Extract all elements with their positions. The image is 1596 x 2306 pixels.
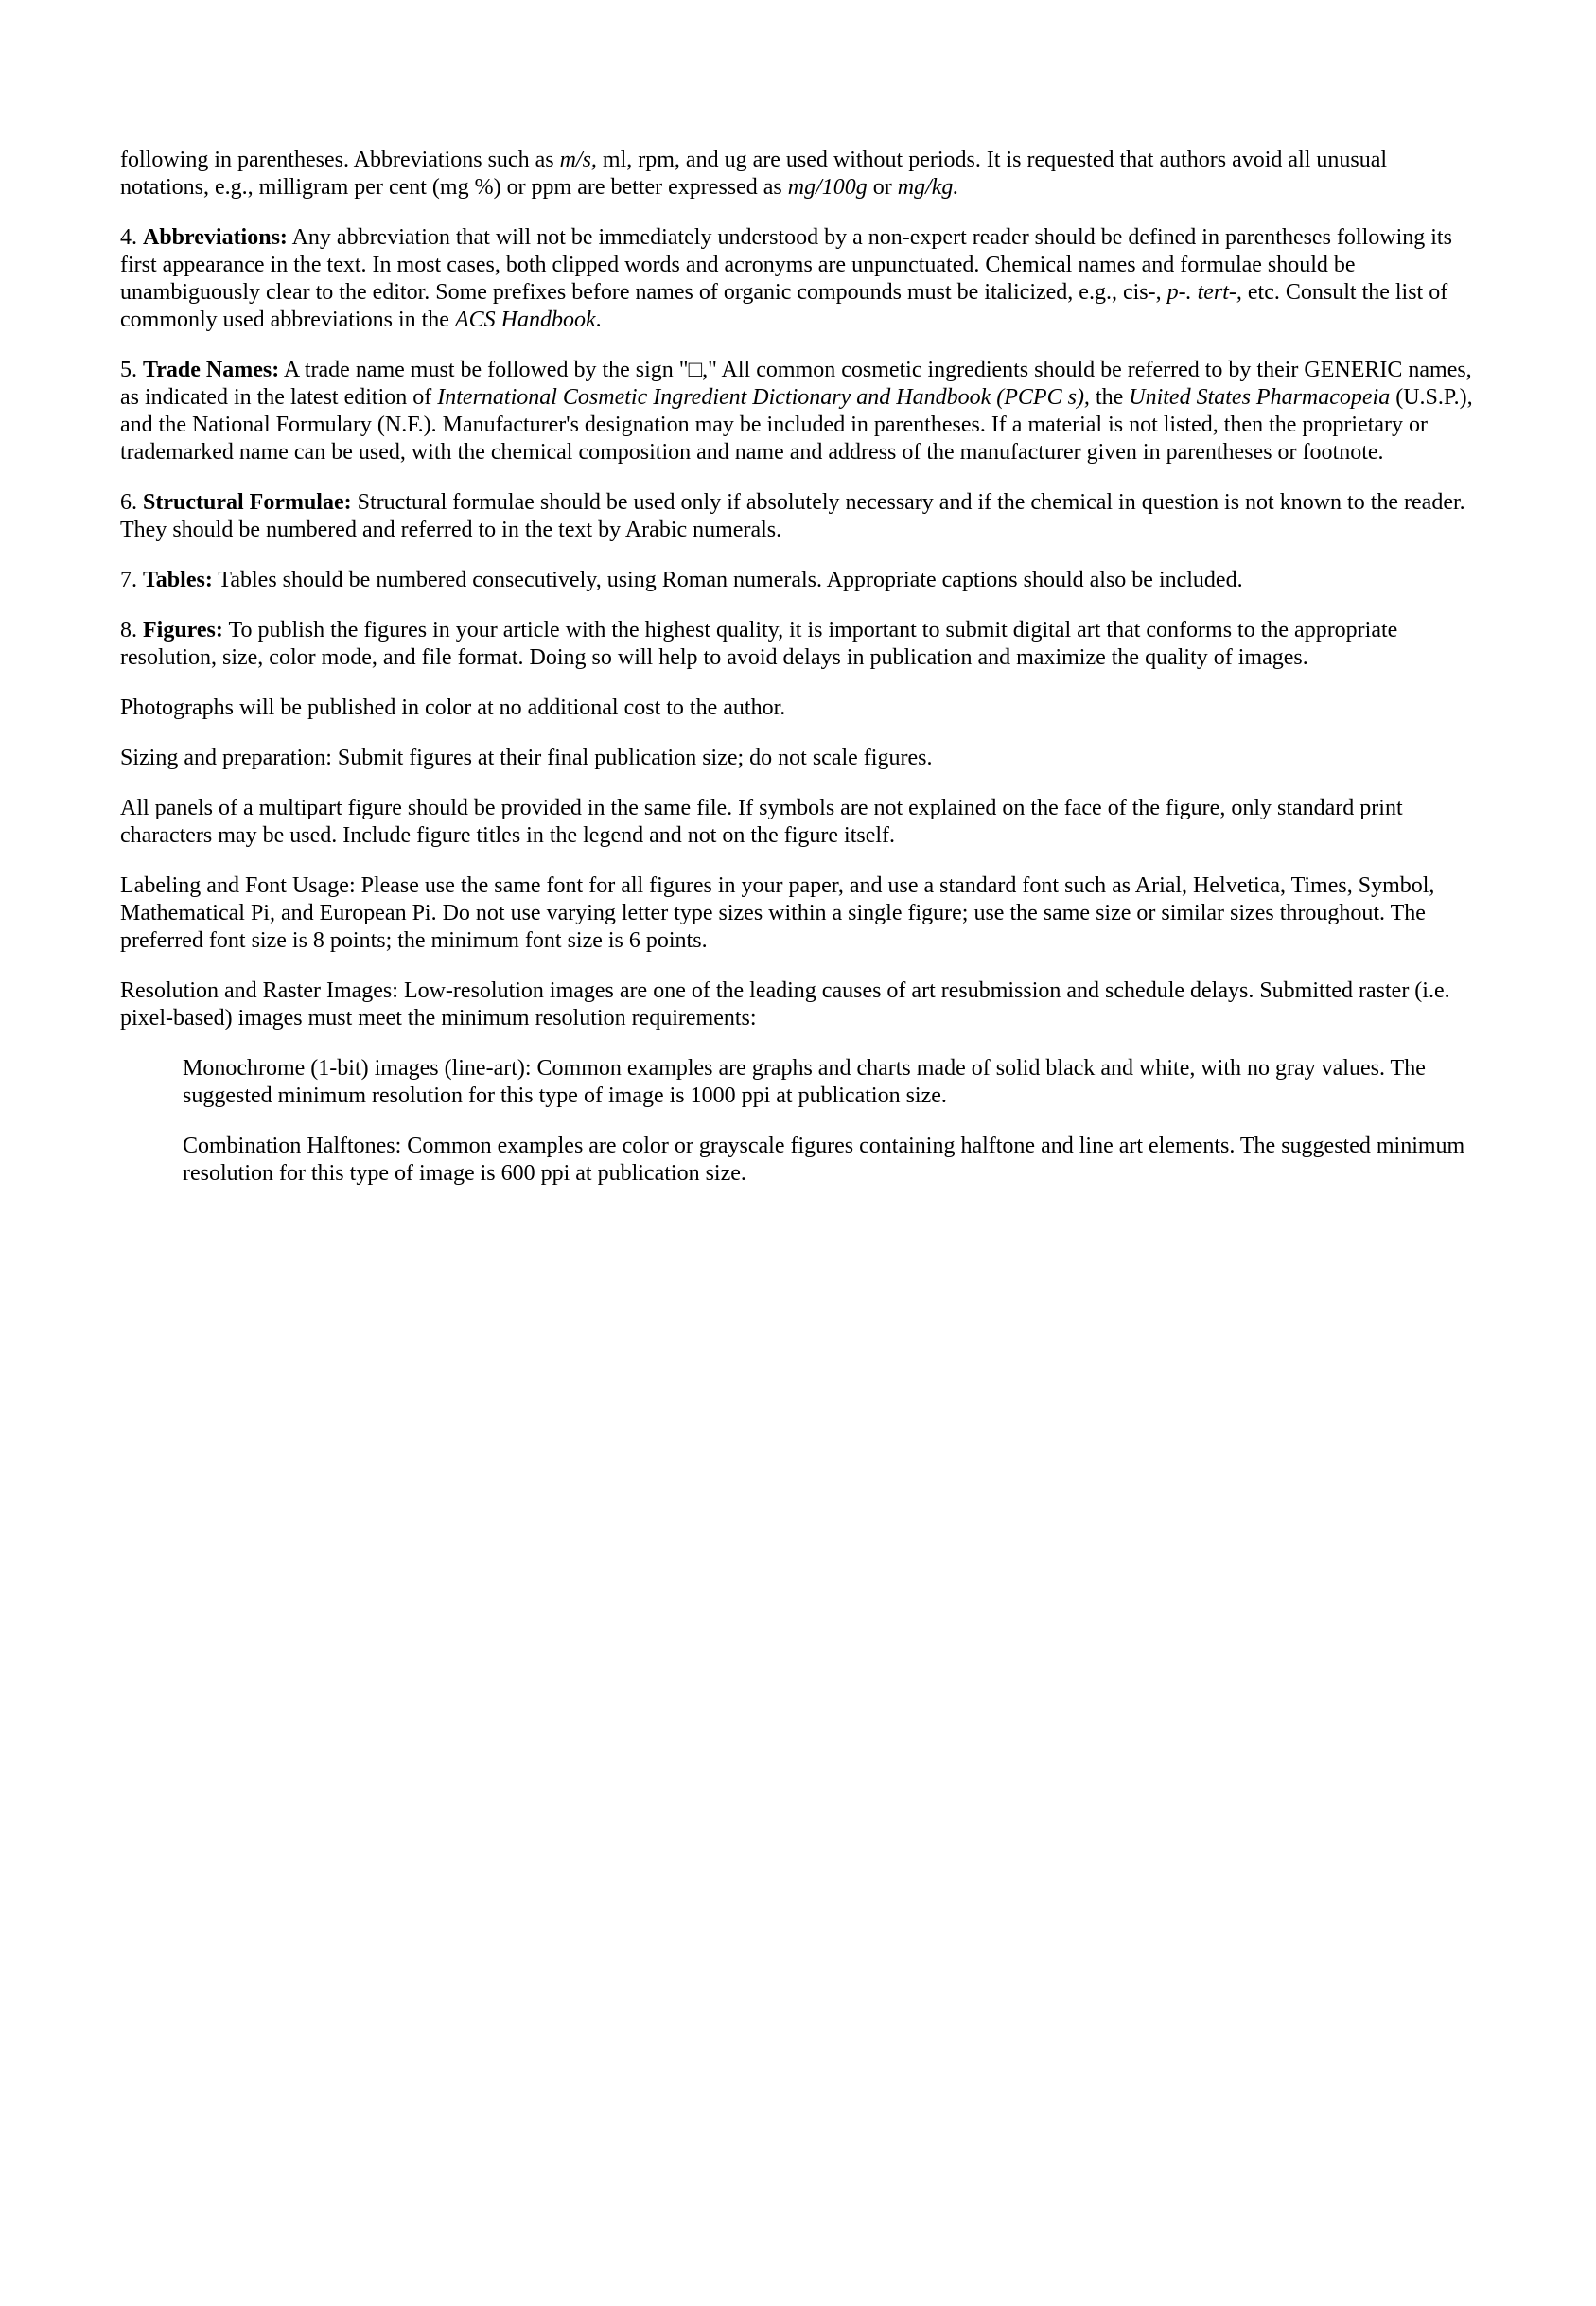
text-run: To publish the figures in your article with the highest quality, it is important to submit digital art that conforms to the appropriate resolution, size, color mode, and file format. Doing so will help to avoid delays in publication and maximize the quality of images. xyxy=(120,618,1398,670)
paragraph xyxy=(120,795,1475,850)
document-body xyxy=(120,147,1475,1188)
text-run: 4. xyxy=(120,225,143,250)
text-run: International Cosmetic Ingredient Dictionary and Handbook (PCPC s), xyxy=(437,385,1090,410)
text-run: Structural formulae should be used only if absolutely necessary and if the chemical in question is not known to the reader. They should be numbered and referred to in the text by Arabic numerals. xyxy=(120,490,1465,542)
paragraph xyxy=(120,567,1475,594)
text-run: Tables should be numbered consecutively, using Roman numerals. Appropriate captions should also be included. xyxy=(212,568,1243,592)
text-run: 7. xyxy=(120,568,143,592)
paragraph xyxy=(120,977,1475,1032)
text-run: Resolution and Raster Images: Low-resolution images are one of the leading causes of art resubmission and schedule delays. Submitted raster (i.e. pixel-based) images must meet the minimum resolution requirements: xyxy=(120,978,1450,1030)
text-run: the xyxy=(1089,385,1130,410)
text-run: Trade Names: xyxy=(143,358,280,382)
text-run: (U.S.P.), and the National Formulary (N.F.). Manufacturer's designation may be included in parentheses. If a material is not listed, then the proprietary or trademarked name can be used, with the chemical composition and name and address of the manufacturer given in parentheses or footnote. xyxy=(120,385,1473,465)
paragraph xyxy=(120,617,1475,672)
text-run: All panels of a multipart figure should be provided in the same file. If symbols are not explained on the face of the figure, only standard print characters may be used. Include figure titles in the legend and not on the figure itself. xyxy=(120,796,1403,848)
text-run: mg/kg. xyxy=(897,175,959,200)
text-run: Combination Halftones: Common examples are color or grayscale figures containing halftone and line art elements. The suggested minimum resolution for this type of image is 600 ppi at publication size. xyxy=(183,1134,1465,1186)
text-run: Tables: xyxy=(143,568,213,592)
text-run: United States Pharmacopeia xyxy=(1129,385,1391,410)
text-run: 5. xyxy=(120,358,143,382)
text-run: Abbreviations: xyxy=(143,225,288,250)
text-run: following in parentheses. Abbreviations such as xyxy=(120,148,560,172)
paragraph xyxy=(120,357,1475,466)
text-run: . xyxy=(595,308,602,332)
text-run: A trade name must be followed by the sign "□," All common cosmetic ingredients should be referred to by their GENERIC names, as indicated in the latest edition of xyxy=(120,358,1472,410)
paragraph xyxy=(120,147,1475,202)
text-run: 6. xyxy=(120,490,143,515)
text-run: Structural Formulae: xyxy=(143,490,352,515)
text-run: mg/100g xyxy=(787,175,868,200)
paragraph xyxy=(120,489,1475,544)
paragraph xyxy=(120,695,1475,722)
text-run: p-. tert-, xyxy=(1166,280,1242,305)
text-run: or xyxy=(867,175,898,200)
text-run: 8. xyxy=(120,618,143,643)
paragraph xyxy=(120,224,1475,334)
text-run: m/s, xyxy=(559,148,597,172)
text-run: Any abbreviation that will not be immediately understood by a non-expert reader should be defined in parentheses following its first appearance in the text. In most cases, both clipped words and acronyms are unpunctuated. Chemical names and formulae should be unambiguously clear to the editor. Some prefixes before names of organic compounds must be italicized, e.g., cis-, xyxy=(120,225,1452,305)
paragraph xyxy=(120,1133,1475,1188)
paragraph xyxy=(120,745,1475,772)
paragraph xyxy=(120,1055,1475,1110)
text-run: ACS Handbook xyxy=(454,308,596,332)
text-run: Labeling and Font Usage: Please use the same font for all figures in your paper, and use a standard font such as Arial, Helvetica, Times, Symbol, Mathematical Pi, and European Pi. Do not use varying letter type sizes within a single figure; use the same size or similar sizes throughout. The preferred font size is 8 points; the minimum font size is 6 points. xyxy=(120,873,1435,953)
text-run: Monochrome (1-bit) images (line-art): Common examples are graphs and charts made of solid black and white, with no gray values. The suggested minimum resolution for this type of image is 1000 ppi at publication size. xyxy=(183,1056,1426,1108)
text-run: ml, rpm, and ug are used without periods. It is requested that authors avoid all unusual notations, e.g., milligram per cent (mg %) or ppm are better expressed as xyxy=(120,148,1388,200)
paragraph xyxy=(120,872,1475,955)
text-run: etc. Consult the list of commonly used abbreviations in the xyxy=(120,280,1448,332)
text-run: Figures: xyxy=(143,618,223,643)
text-run: Sizing and preparation: Submit figures at their final publication size; do not scale figures. xyxy=(120,746,933,770)
text-run: Photographs will be published in color at no additional cost to the author. xyxy=(120,695,786,720)
